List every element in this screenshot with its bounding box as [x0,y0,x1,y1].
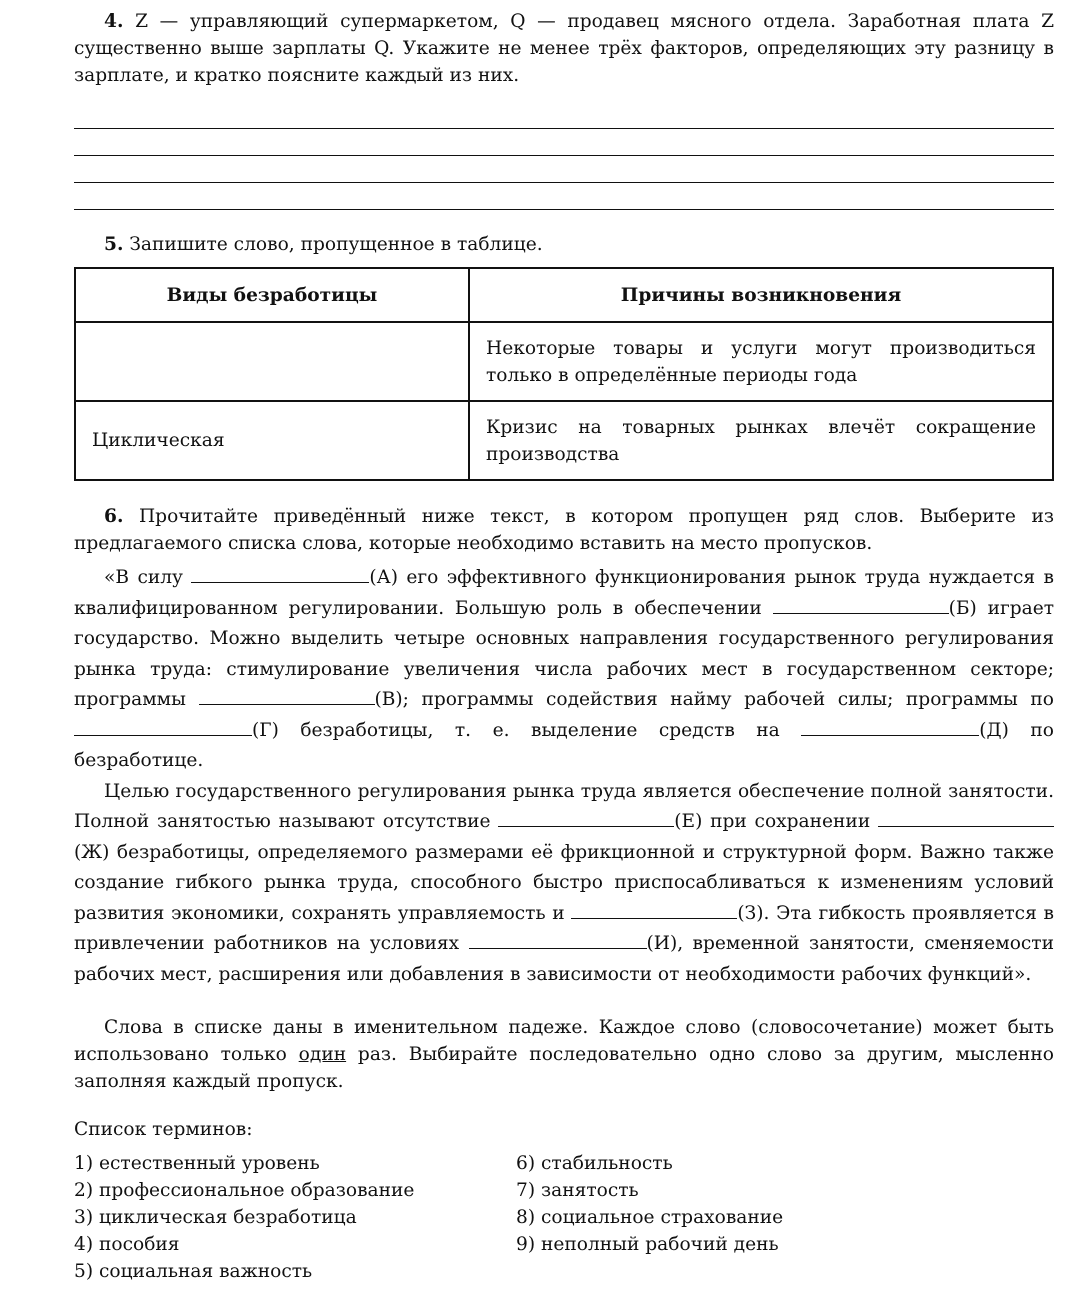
table-cell: Кризис на товарных рынках влечёт сокращение производства [469,401,1053,480]
blank-d[interactable] [801,721,979,736]
table-header: Виды безработицы [75,268,469,322]
table-header: Причины возникновения [469,268,1053,322]
blank-i[interactable] [469,934,647,949]
task-5-text [74,234,1054,255]
answer-line[interactable] [74,183,1054,210]
cloze-text: (З). Эта гибкость проявляется в привлечении работников на условиях [74,902,1055,954]
table-cell: Некоторые товары и услуги могут производиться только в определённые периоды года [469,322,1053,401]
blank-a[interactable] [191,568,369,583]
task-6 [74,503,1054,1285]
cloze-text: (Г) безработицы, т. е. выделение средств на [252,719,802,741]
answer-lines[interactable] [74,102,1054,210]
table-header-row [75,268,1053,322]
task-4-question: Z — управляющий супермаркетом, Q — продавец мясного отдела. Заработная плата Z существенно выше зарплаты Q. Укажите не менее трёх факторов, определяющих эту разницу в зарплате, и кратко поясните каждый из них. [74,11,1054,86]
blank-e[interactable] [498,812,674,827]
list-item: 4) пособия [74,1234,180,1255]
list-item: 3) циклическая безработица [74,1207,357,1228]
list-item: 6) стабильность [516,1153,673,1174]
worksheet-page [74,8,1054,1285]
task-4-number: 4. [104,11,124,32]
cloze-text: Целью государственного регулирования рынка труда является обеспечение полной занятости. Полной занятостью называют отсутствие [74,780,1054,832]
list-item: 9) неполный рабочий день [516,1234,779,1255]
cloze-text: (Е) при сохранении [674,811,878,832]
cloze-paragraph-2 [74,777,1054,991]
cloze-text: (Б) играет государство. Можно выделить четыре основных направления государственного регулирования рынка труда: стимулирование увеличения числа рабочих мест в государственном секторе; программы [74,597,1054,710]
task-5 [74,234,1054,481]
blank-zh[interactable] [878,812,1054,827]
list-item: 5) социальная важность [74,1261,313,1282]
missing-word-cell[interactable] [75,322,469,401]
blank-b[interactable] [773,599,949,614]
blank-z[interactable] [571,904,737,919]
blank-v[interactable] [199,690,375,705]
list-item: 8) социальное страхование [516,1207,784,1228]
instructions-note [74,1014,1054,1095]
answer-line[interactable] [74,129,1054,156]
list-item: 1) естественный уровень [74,1153,320,1174]
table-cell: Циклическая [75,401,469,480]
blank-g[interactable] [74,721,252,736]
table-row [75,322,1053,401]
list-item: 2) профессиональное образование [74,1180,415,1201]
terms-label: Список терминов: [74,1119,253,1140]
task-4-text [74,8,1054,89]
cloze-paragraph-1 [74,563,1054,777]
table-row [75,401,1053,480]
task-5-number: 5. [104,234,124,255]
task-6-instructions: Прочитайте приведённый ниже текст, в котором пропущен ряд слов. Выберите из предлагаемого списка слова, которые необходимо вставить на место пропусков. [74,506,1054,554]
cloze-text: (Ж) безработицы, определяемого размерами её фрикционной и структурной форм. Важно также создание гибкого рынка труда, способного быстро приспосабливаться к изменениям условий развития экономики, сохранять управляемость и [74,841,1054,924]
task-6-number: 6. [104,506,124,527]
answer-line[interactable] [74,102,1054,129]
note-emphasis: один [298,1044,347,1065]
unemployment-table [74,267,1054,481]
list-item: 7) занятость [516,1180,639,1201]
terms-column-right [516,1150,958,1285]
cloze-text: «В силу [104,567,192,588]
note-text: раз. Выбирайте последовательно одно слово за другим, мысленно заполняя каждый пропуск. [74,1044,1054,1092]
cloze-text: (Д) по безработице. [74,719,1054,771]
cloze-text: (И), временной занятости, сменяемости рабочих мест, расширения или добавления в зависимости от необходимости рабочих функций». [74,933,1054,985]
task-4 [74,8,1054,210]
terms-list [74,1150,1054,1285]
answer-line[interactable] [74,156,1054,183]
terms-column-left [74,1150,516,1285]
task-5-question: Запишите слово, пропущенное в таблице. [129,234,543,255]
cloze-text: (В); программы содействия найму рабочей силы; программы по [374,689,1054,710]
note-text: Слова в списке даны в именительном падеже. Каждое слово (словосочетание) может быть использовано только [74,1017,1054,1065]
cloze-text: (А) его эффективного функционирования рынок труда нуждается в квалифицированном регулировании. Большую роль в обеспечении [74,567,1055,619]
task-6-intro [74,503,1054,557]
